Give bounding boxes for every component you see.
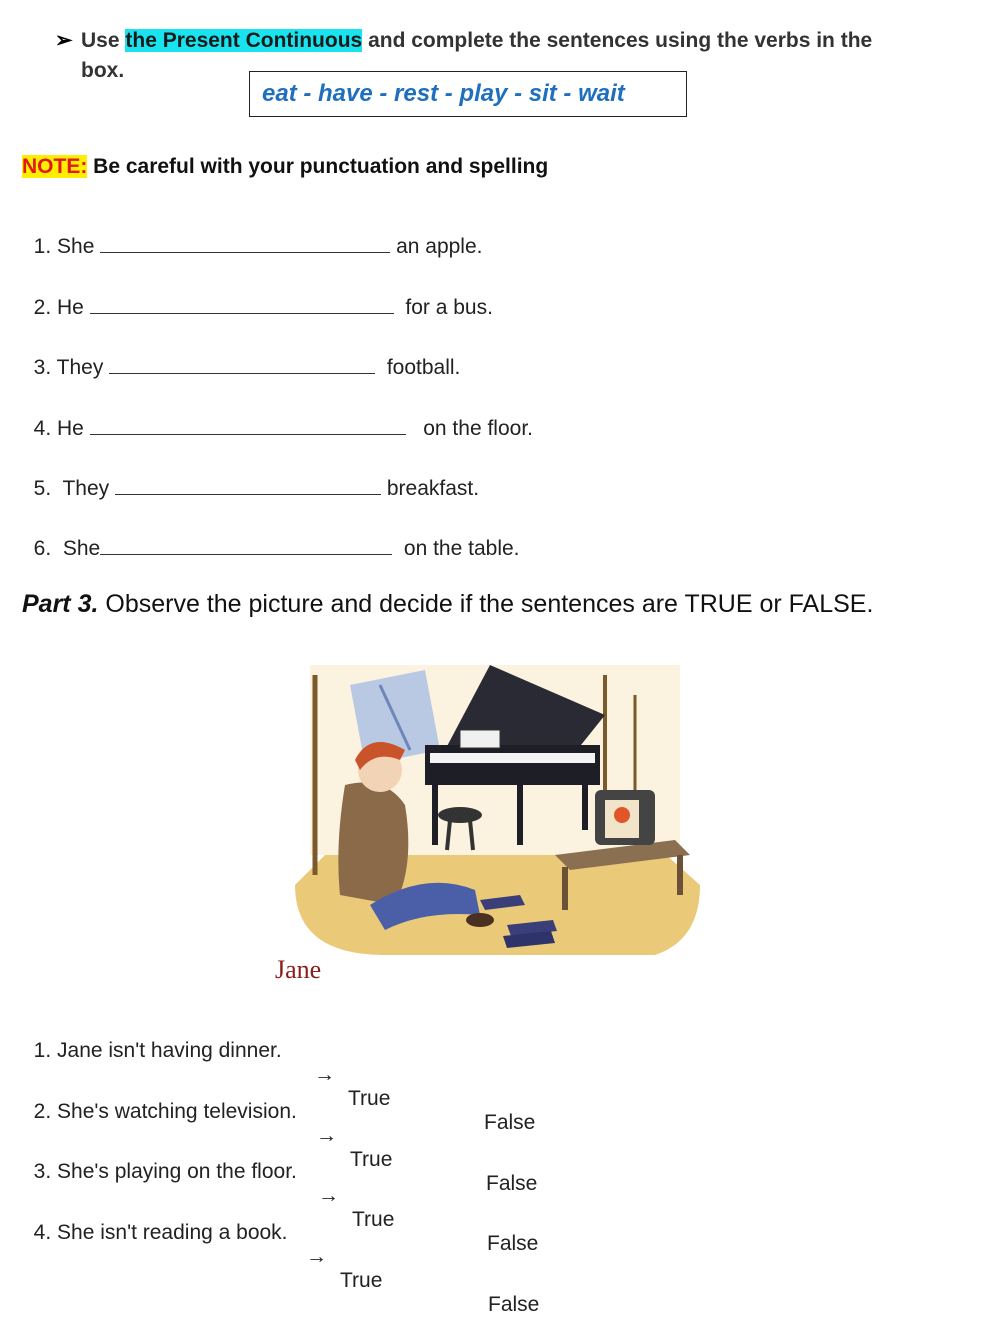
- sentence-5: 5. They breakfast.: [33, 477, 480, 500]
- false-option[interactable]: False: [484, 1111, 536, 1134]
- verb-box: eat - have - rest - play - sit - wait: [249, 71, 687, 117]
- answer-blank[interactable]: [100, 234, 390, 253]
- answer-blank[interactable]: [115, 476, 381, 495]
- false-option[interactable]: False: [487, 1232, 539, 1255]
- highlighted-tense: the Present Continuous: [125, 29, 363, 52]
- answer-blank[interactable]: [100, 536, 392, 555]
- sentence-6: 6. She on the table.: [33, 537, 520, 560]
- answer-blank[interactable]: [90, 295, 394, 314]
- true-option[interactable]: True: [340, 1269, 383, 1292]
- answer-blank[interactable]: [109, 355, 375, 374]
- arrowhead-bullet-icon: ➢: [55, 29, 73, 52]
- false-option[interactable]: False: [488, 1293, 540, 1316]
- part3-heading: Part 3. Observe the picture and decide if the sentences are TRUE or FALSE.: [22, 590, 874, 618]
- note: [22, 155, 548, 179]
- arrow-icon: →: [318, 1184, 339, 1207]
- false-option[interactable]: False: [486, 1172, 538, 1195]
- answer-blank[interactable]: [90, 416, 406, 435]
- jane-illustration: [275, 655, 705, 990]
- sentence-4: 4. He on the floor.: [33, 417, 533, 440]
- tf-item-4: 4. She isn't reading a book. → True False: [33, 1221, 540, 1316]
- sentence-3: 3. They football.: [33, 356, 461, 379]
- picture-caption: Jane: [275, 955, 322, 984]
- instruction: ➢ Use the Present Continuous and complete the sentences using the verbs in the box.: [55, 26, 955, 86]
- tf-item-3: 3. She's playing on the floor. → True False: [33, 1160, 539, 1255]
- arrow-icon: →: [314, 1063, 335, 1086]
- true-option[interactable]: True: [350, 1148, 393, 1171]
- true-option[interactable]: True: [352, 1208, 395, 1231]
- sentence-2: 2. He for a bus.: [33, 296, 493, 319]
- note-text: Be careful with your punctuation and spelling: [93, 155, 549, 178]
- true-option[interactable]: True: [348, 1087, 391, 1110]
- note-label: NOTE:: [22, 155, 88, 178]
- arrow-icon: →: [316, 1124, 337, 1147]
- tf-item-1: 1. Jane isn't having dinner. → True False: [33, 1039, 536, 1134]
- arrow-icon: →: [306, 1245, 327, 1268]
- sentence-1: 1. She an apple.: [33, 235, 483, 258]
- tf-item-2: 2. She's watching television. → True False: [33, 1100, 538, 1195]
